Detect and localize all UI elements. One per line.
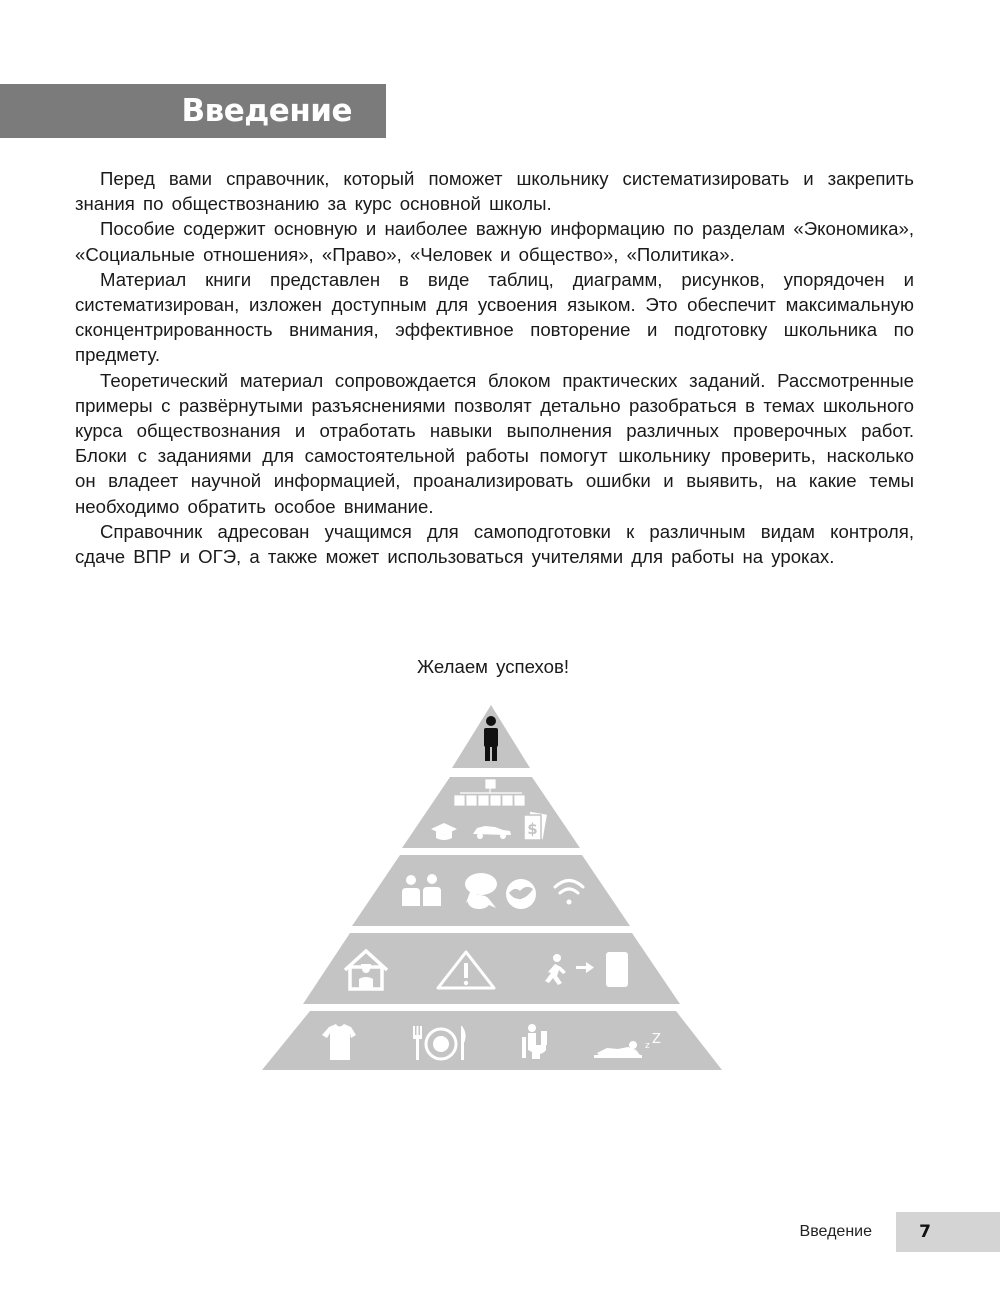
page-number: 7 bbox=[919, 1222, 931, 1242]
page-number-box bbox=[896, 1212, 1000, 1252]
paragraph: Перед вами справочник, который поможет школьнику систематизировать и закрепить знания по обществознанию за курс основной школы. bbox=[75, 168, 914, 215]
paragraph: Материал книги представлен в виде таблиц, диаграмм, рисунков, упорядочен и систематизирован, изложен доступным для усвоения языком. Это обеспечит максимальную сконцентрированность внимания, эффективное повторение и подготовку школьника по предмету. bbox=[75, 268, 914, 366]
svg-text:$: $ bbox=[527, 820, 538, 838]
closing-line: Желаем успехов! bbox=[416, 656, 569, 677]
paragraph: Справочник адресован учащимся для самоподготовки к различным видам контроля, сдаче ВПР и ОГЭ, а также может использоваться учителями для работы на уроках. bbox=[75, 520, 914, 568]
page-title: Введение bbox=[181, 93, 352, 129]
paragraph: Пособие содержит основную и наиболее важную информацию по разделам «Экономика», «Социальные отношения», «Право», «Человек и общество», «Политика». bbox=[75, 218, 914, 265]
bird-icon bbox=[506, 879, 536, 909]
sleep-z-large: Z bbox=[652, 1032, 661, 1047]
footer-section-label: Введение bbox=[799, 1223, 872, 1240]
paragraph: Теоретический материал сопровождается блоком практических заданий. Рассмотренные примеры с развёрнутыми разъяснениями позволят детально разобраться в темах школьного курса обществознания и отработать навыки выполнения различных проверочных работ. Блоки с заданиями для самостоятельной работы помогут школьнику проверить, насколько он владеет научной информацией, проанализировать ошибки и выявить, на какие темы необходимо обратить особое внимание. bbox=[75, 369, 914, 517]
sleep-z-small: z bbox=[645, 1041, 650, 1051]
chat-bubbles-icon bbox=[465, 873, 497, 909]
